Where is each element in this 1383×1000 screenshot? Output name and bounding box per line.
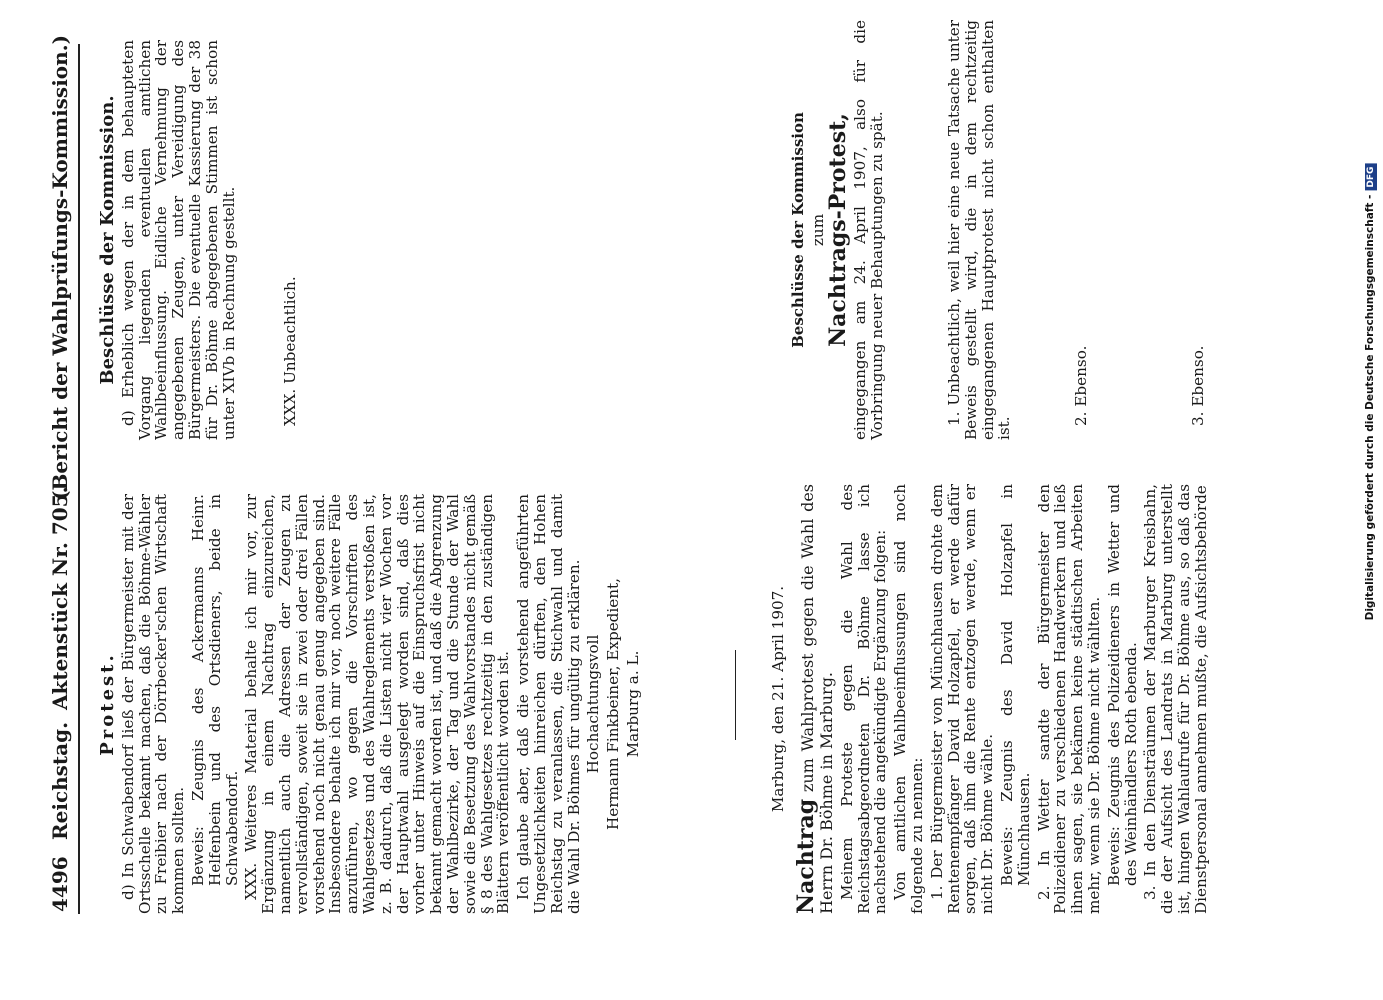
decisions-column bbox=[97, 40, 340, 440]
page-number: 4496 bbox=[48, 856, 72, 912]
digitization-credit-text: Digitalisierung gefördert durch die Deutsche Forschungsgemeinschaft - bbox=[1364, 194, 1376, 621]
supplement-column bbox=[770, 484, 1330, 914]
header-rule bbox=[78, 44, 80, 914]
supplement-decision-3: 3. Ebenso. bbox=[1188, 345, 1207, 426]
header-middle: Aktenstück Nr. 705. bbox=[48, 486, 72, 710]
supplement-decision-1: 1. Unbeachtlich, weil hier eine neue Tatsache unter Beweis gestellt wird, die in dem rechtzeitig eingegangenen Hauptprotest nicht schon enthalten ist. bbox=[944, 20, 1014, 440]
protest-paragraph-d: d) In Schwabendorf ließ der Bürgermeister mit der Ortsschelle bekannt machen, daß die Böhme-Wähler zu Freibier nach der Dörrbecker'schen Wirtschaft kommen sollten. bbox=[118, 494, 188, 914]
supplement-decisions-zum: zum bbox=[808, 213, 827, 247]
supplement-heading-bold: Nachtrag bbox=[792, 798, 819, 914]
decision-xxx: XXX. Unbeachtlich. bbox=[281, 276, 299, 426]
supplement-intro: Meinem Proteste gegen die Wahl des Reichstagsabgeordneten Dr. Böhme lasse ich nachstehend die angekündigte Ergänzung folgen: bbox=[837, 484, 890, 914]
supplement-evidence-2: Beweis: Zeugnis des Polizeidieners in Wetter und des Weinhändlers Roth ebenda. bbox=[1104, 484, 1140, 886]
protest-paragraph-xxx: XXX. Weiteres Material behalte ich mir vor, zur Ergänzung in einem Nachtrag einzureichen, namentlich auch die Adressen der Zeugen zu vervollständigen, soweit sie in zwei oder drei Fällen vorstehend noch nicht genau genug angegeben sind. Insbesondere behalte ich mir vor, noch weitere Fälle anzuführen, wo gegen die Vorschriften des Wahlgesetzes und des Wahlreglements verstoßen ist, z. B. dadurch, daß die Listen nicht vier Wochen vor der Hauptwahl ausgelegt worden sind, daß dies vorher unter Hinweis auf die Einspruchsfrist nicht bekannt gemacht worden ist, und daß die Abgrenzung der Wahlbezirke, der Tag und die Stunde der Wahl sowie die Besetzung des Wahlvorstandes nicht gemäß § 8 des Wahlgesetzes rechtzeitig in den zuständigen Blättern veröffentlicht worden ist. bbox=[242, 494, 513, 914]
protest-column bbox=[97, 494, 642, 914]
protest-signature: Hermann Finkbeiner, Expedient, bbox=[604, 578, 623, 830]
decision-d: d) Erheblich wegen der in dem behaupteten Vorgang liegenden eventuellen amtlichen Wahlbeeinflussung. Eidliche Vernehmung der angegebenen Zeugen, unter Vereidigung des Bürgermeisters. Die eventuelle Kassierung der 38 für Dr. Böhme abgegebenen Stimmen ist schon unter XIVb in Rechnung gestellt. bbox=[118, 40, 238, 440]
header-left: Reichstag. bbox=[48, 721, 72, 840]
supplement-heading bbox=[792, 484, 836, 914]
digitization-credit bbox=[1364, 164, 1377, 621]
protest-title: Protest. bbox=[97, 652, 118, 756]
supplement-item-3: 3. In den Diensträumen der Marburger Kreisbahn, die der Aufsicht des Landrats in Marburg unterstellt ist, hingen Wahlaufrufe für Dr. Böhme aus, so daß das Dienstpersonal annehmen mußte, die Aufsichtsbehörde bbox=[1141, 484, 1210, 914]
protest-evidence-d: Beweis: Zeugnis des Ackermanns Heinr. Helfenbein und des Ortsdieners, beide in Schwabendorf. bbox=[188, 494, 241, 886]
supplement-evidence-1: Beweis: Zeugnis des David Holzapfel in Münchhausen. bbox=[997, 484, 1033, 886]
protest-closing: Hochachtungsvoll bbox=[584, 634, 603, 774]
dfg-logo: DFG bbox=[1365, 164, 1377, 191]
supplement-decision-2: 2. Ebenso. bbox=[1072, 345, 1091, 426]
supplement-date: Marburg, den 21. April 1907. bbox=[769, 585, 787, 813]
supplement-decisions-received: eingegangen am 24. April 1907, also für die Vorbringung neuer Behauptungen zu spät. bbox=[851, 20, 887, 440]
separator-rule bbox=[735, 650, 736, 740]
supplement-decisions-heading: Nachtrags-Protest, bbox=[824, 113, 851, 347]
decisions-title: Beschlüsse der Kommission. bbox=[97, 95, 118, 385]
supplement-heading-rest: zum Wahlprotest gegen die Wahl des Herrn Dr. Böhme in Marburg. bbox=[797, 484, 836, 914]
protest-place: Marburg a. L. bbox=[623, 650, 642, 758]
supplement-decisions-column bbox=[790, 20, 1330, 440]
supplement-item-1: 1. Der Bürgermeister von Münchhausen drohte dem Rentenempfänger David Holzapfel, er werde dafür sorgen, daß ihm die Rente entzogen werde, wenn er nicht Dr. Böhme wähle. bbox=[927, 484, 997, 914]
supplement-intro-2: Von amtlichen Wahlbeeinflussungen sind noch folgende zu nennen: bbox=[891, 484, 926, 914]
supplement-item-2: 2. In Wetter sandte der Bürgermeister den Polizeidiener zu verschiedenen Handwerkern und ließ ihnen sagen, sie bekämen keine städtischen Arbeiten mehr, wenn sie Dr. Böhme nicht wählten. bbox=[1034, 484, 1103, 914]
supplement-decisions-title: Beschlüsse der Kommission bbox=[789, 112, 807, 348]
decision-xxx-wrap bbox=[282, 40, 302, 440]
protest-paragraph-conclusion: Ich glaube aber, daß die vorstehend angeführten Ungesetzlichkeiten hinreichen dürften, den Hohen Reichstag zu veranlassen, die Stichwahl und damit die Wahl Dr. Böhmes für ungültig zu erklären. bbox=[514, 494, 583, 914]
header-right: (Bericht der Wahlprüfungs-Kommission.) bbox=[48, 34, 72, 500]
